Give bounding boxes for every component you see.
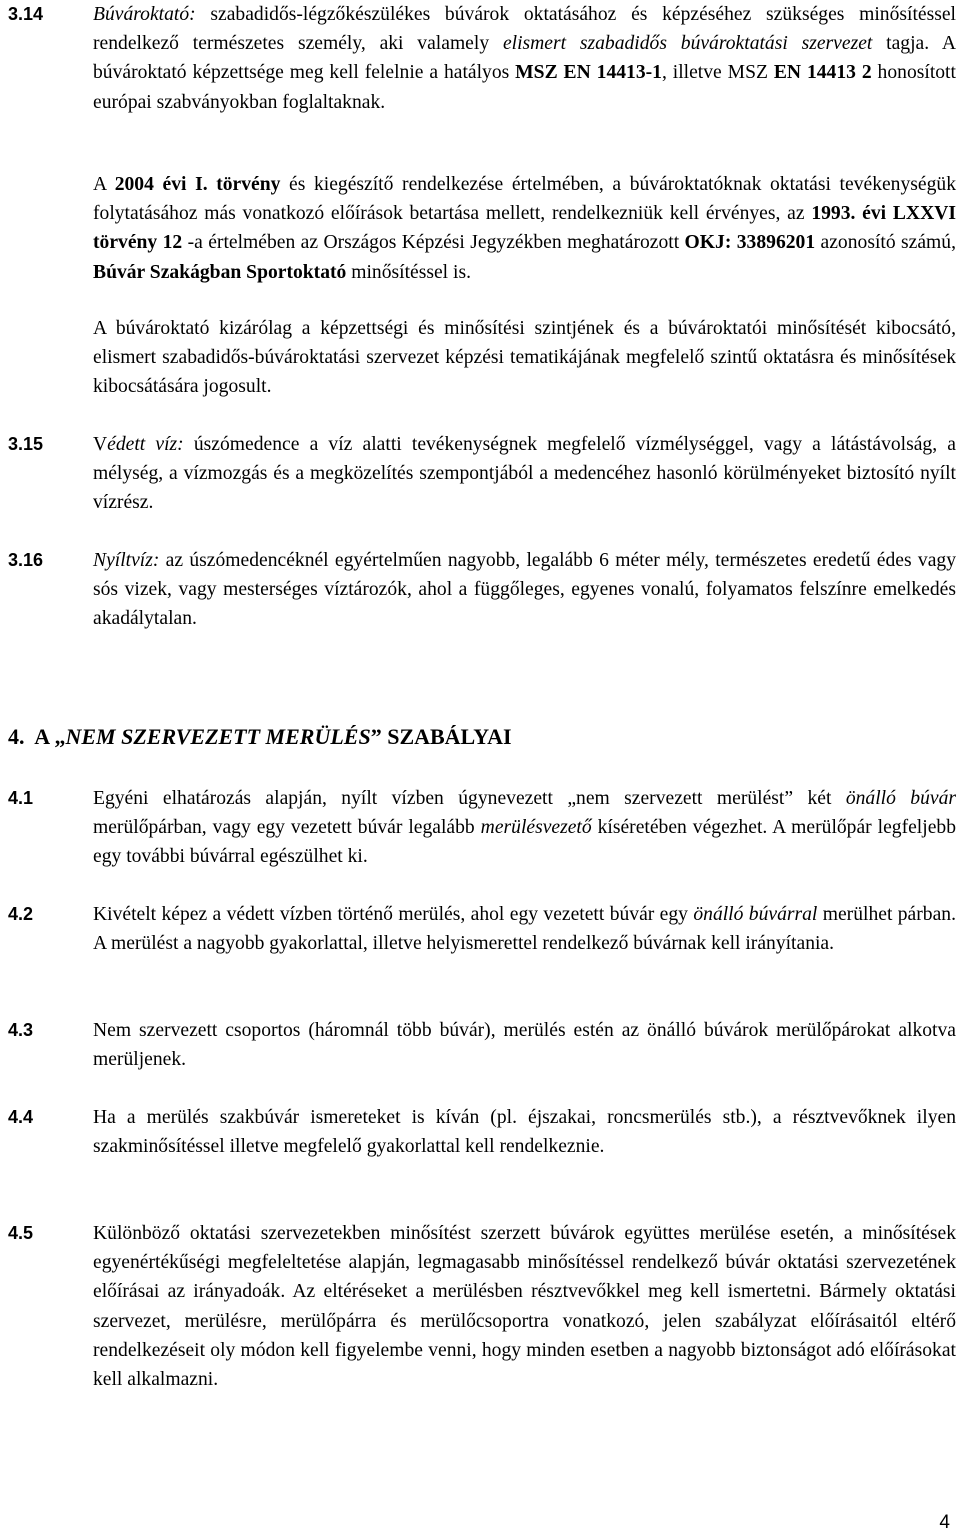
- definition-nyiltviz: [93, 546, 956, 634]
- rule-number-4-3: 4.3: [8, 1020, 34, 1040]
- heading-italic-title: NEM SZERVEZETT MERÜLÉS: [65, 724, 371, 749]
- definition-text: , illetve MSZ: [661, 62, 774, 84]
- rule-4-1: [93, 784, 956, 872]
- rule-4-4: Ha a merülés szakbúvár ismereteket is kíván (pl. éjszakai, roncsmerülés stb.), a résztvevőknek ilyen szakminősítéssel illetve megfelelő gyakorlattal kell rendelkeznie.: [93, 1107, 956, 1158]
- standard-ref-1: MSZ EN 14413-1: [515, 62, 662, 84]
- rule-4-3: Nem szervezett csoportos (háromnál több búvár), merülés estén az önálló búvárok merülőpárokat alkotva merüljenek.: [93, 1020, 956, 1071]
- term-vedett-viz: édett víz:: [107, 434, 184, 455]
- emphasis-merulesvezeto: merülésvezető: [480, 817, 592, 839]
- section-heading-4: [8, 722, 512, 751]
- rule-text: Egyéni elhatározás alapján, nyílt vízben úgynevezett „nem szervezett merülést” két: [93, 788, 846, 809]
- definition-vedett-viz: [93, 430, 956, 518]
- term-buvaroktato: Búvároktató:: [93, 4, 196, 25]
- rule-text: merülőpárban, vagy egy vezetett búvár legalább: [93, 817, 481, 839]
- term-lead: V: [93, 434, 108, 455]
- emphasis-elismert-szervezet: elismert szabadidős búvároktatási szervezet: [502, 33, 873, 55]
- rule-4-5: Különböző oktatási szervezetekben minősítést szerzett búvárok együttes merülése esetén, a minősítések egyenértékűségi megfeleltetése alapján, legmagasabb minősítéssel rendelkező búvár oktatási szervezetének előírásai az irányadoák. Az eltéréseket a merülésben résztvevőkkel meg kell ismertetni. Bármely oktatási szervezet, merülésre, merülőpárra és merülőcsoportra vonatkozó, jelen szabályzat előírásaitól eltérő rendelkezéseit oly módon kell figyelembe venni, hogy minden esetben a nagyobb biztonságot adó előírásokat kell alkalmazni.: [93, 1223, 956, 1391]
- rule-number-4-2: 4.2: [8, 904, 34, 924]
- law-text: -a értelmében az Országos Képzési Jegyzékben meghatározott: [182, 232, 685, 254]
- law-paragraph: [93, 170, 956, 287]
- emphasis-onallo-buvarral: önálló búvárral: [693, 904, 818, 925]
- section-number-3-16: 3.16: [8, 550, 44, 570]
- law-text: minősítéssel is.: [346, 261, 471, 283]
- rule-number-4-5: 4.5: [8, 1223, 34, 1243]
- definition-text: tagja. A búvároktató képzettsége meg kell felelnie a hatályos: [93, 33, 956, 84]
- law-ref-2004: 2004 évi I. törvény: [114, 174, 281, 195]
- law-text: A: [93, 174, 115, 195]
- law-text: és kiegészítő rendelkezése értelmében, a búvároktatóknak oktatási tevékenységük folytatásához más vonatkozó előírások betartása mellett, rendelkezniük kell érvényes, az: [93, 174, 956, 225]
- page-number: 4: [939, 1512, 950, 1533]
- law-text: azonosító számú,: [815, 232, 956, 254]
- heading-suffix: SZABÁLYAI: [381, 724, 512, 749]
- rule-text: merülhet párban. A merülést a nagyobb gyakorlattal, illetve helyismerettel rendelkező búvárnak kell irányítania.: [93, 904, 956, 955]
- definition-buvaroktato: [93, 0, 956, 117]
- definition-text: az úszómedencéknél egyértelműen nagyobb, legalább 6 méter mély, természetes eredetű édes vagy sós vizek, vagy mesterséges víztározók, ahol a függőleges, egyenes vonalú, folyamatos felszínre emelkedés akadálytalan.: [93, 550, 956, 630]
- authorization-paragraph: A búvároktató kizárólag a képzettségi és minősítési szintjének és a búvároktatói minősítését kibocsátó, elismert szabadidős-búvároktatási szervezet képzési tematikájának megfelelő szintű oktatásra és minősítések kibocsátására jogosult.: [93, 318, 956, 398]
- section-number-3-14: 3.14: [8, 4, 44, 24]
- rule-text: Kivételt képez a védett vízben történő merülés, ahol egy vezetett búvár egy: [93, 904, 694, 925]
- rule-number-4-1: 4.1: [8, 788, 34, 808]
- standard-ref-2: EN 14413 2: [773, 62, 872, 84]
- term-nyiltviz: Nyíltvíz:: [93, 550, 160, 571]
- rule-4-2: [93, 900, 956, 958]
- definition-text: honosított európai szabványokban foglaltaknak.: [93, 62, 956, 113]
- heading-prefix: 4. A: [8, 724, 55, 749]
- definition-text: úszómedence a víz alatti tevékenységnek megfelelő vízmélységgel, vagy a látástávolság, a mélység, a vízmozgás és a megközelítés szempontjából a medencéhez hasonló körülményeket biztosító nyílt vízrész.: [93, 434, 956, 514]
- heading-open-quote: „: [54, 724, 66, 749]
- heading-close-quote: ”: [370, 724, 382, 749]
- emphasis-onallo-buvar: önálló búvár: [845, 788, 957, 809]
- rule-number-4-4: 4.4: [8, 1107, 34, 1127]
- okj-code: OKJ: 33896201: [684, 232, 816, 254]
- definition-text: szabadidős-légzőkészülékes búvárok oktatásához és képzéséhez szükséges minősítéssel rendelkező természetes személy, aki valamely: [93, 4, 956, 55]
- section-number-3-15: 3.15: [8, 434, 44, 454]
- law-ref-1993: 1993. évi LXXVI törvény 12: [93, 203, 957, 254]
- rule-text: kíséretében végezhet. A merülőpár legfeljebb egy további búvárral egészülhet ki.: [93, 817, 956, 868]
- qualification-name: Búvár Szakágban Sportoktató: [93, 261, 347, 283]
